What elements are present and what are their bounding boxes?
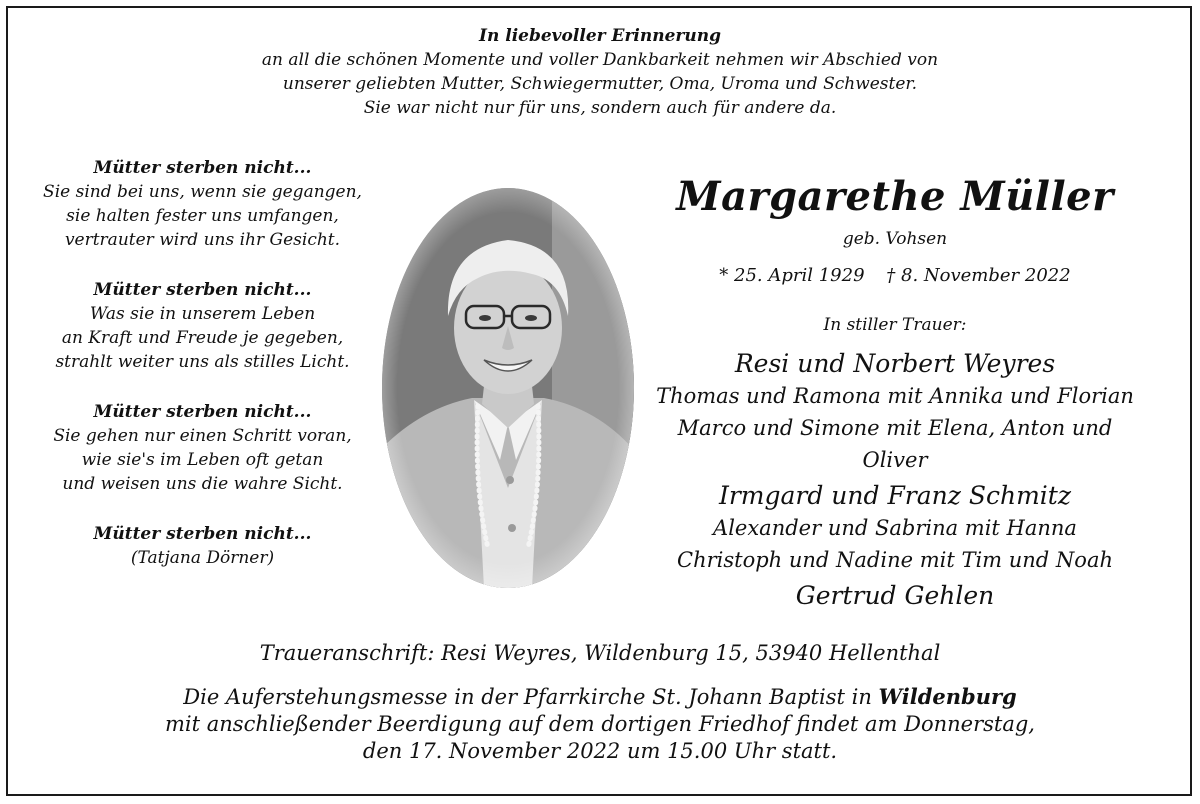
poem-stanza [30, 156, 375, 252]
intro-heading: In liebevoller Erinnerung [479, 26, 721, 46]
family-line: Christoph und Nadine mit Tim und Noah [677, 548, 1113, 572]
service-line: den 17. November 2022 um 15.00 Uhr statt. [362, 739, 838, 763]
photo-vignette [382, 188, 634, 588]
service-line [60, 683, 1140, 711]
poem-line: wie sie's im Leben oft getan [81, 450, 324, 470]
poem-stanza-lead: Mütter sterben nicht... [93, 524, 312, 544]
deceased-block [650, 172, 1140, 612]
intro-line: Sie war nicht nur für uns, sondern auch für andere da. [363, 98, 837, 118]
family-head: Resi und Norbert Weyres [734, 349, 1056, 378]
poem-stanza-lead: Mütter sterben nicht... [93, 402, 312, 422]
poem-line: Sie gehen nur einen Schritt voran, [53, 426, 352, 446]
poem-stanza [30, 278, 375, 374]
poem-line: sie halten fester uns umfangen, [66, 206, 339, 226]
service-text: Die Auferstehungsmesse in der Pfarrkirche St. Johann Baptist in [183, 685, 879, 709]
mourning-address: Traueranschrift: Resi Weyres, Wildenburg 15, 53940 Hellenthal [259, 641, 941, 665]
intro-line: an all die schönen Momente und voller Dankbarkeit nehmen wir Abschied von [261, 50, 939, 70]
poem-line: Sie sind bei uns, wenn sie gegangen, [43, 182, 362, 202]
poem-stanza [30, 522, 375, 570]
poem-stanza [30, 400, 375, 496]
footer [60, 640, 1140, 765]
poem-line: an Kraft und Freude je gegeben, [61, 328, 344, 348]
intro-line: unserer geliebten Mutter, Schwiegermutter, Oma, Uroma und Schwester. [282, 74, 918, 94]
family-head: Irmgard und Franz Schmitz [718, 481, 1072, 510]
death-date: † 8. November 2022 [886, 265, 1071, 286]
intro-text [100, 24, 1100, 120]
family-line: Alexander und Sabrina mit Hanna [713, 516, 1077, 540]
family-line: Thomas und Ramona mit Annika und Florian [656, 384, 1134, 408]
deceased-name: Margarethe Müller [676, 173, 1114, 220]
birth-date: * 25. April 1929 [719, 265, 865, 286]
service-place: Wildenburg [878, 684, 1017, 709]
poem-author: (Tatjana Dörner) [130, 548, 275, 568]
poem-line: Was sie in unserem Leben [89, 304, 316, 324]
birth-name: geb. Vohsen [842, 229, 948, 249]
poem-line: und weisen uns die wahre Sicht. [62, 474, 343, 494]
poem-stanza-lead: Mütter sterben nicht... [93, 158, 312, 178]
mourners-heading: In stiller Trauer: [823, 315, 967, 335]
poem [30, 156, 375, 596]
poem-line: strahlt weiter uns als stilles Licht. [55, 352, 350, 372]
poem-stanza-lead: Mütter sterben nicht... [93, 280, 312, 300]
poem-line: vertrauter wird uns ihr Gesicht. [64, 230, 341, 250]
family-head: Gertrud Gehlen [795, 581, 995, 610]
service-line: mit anschließender Beerdigung auf dem dortigen Friedhof findet am Donnerstag, [165, 712, 1035, 736]
life-dates [650, 264, 1140, 288]
family-line: Marco und Simone mit Elena, Anton und Oliver [677, 416, 1113, 472]
portrait-photo [382, 188, 634, 588]
